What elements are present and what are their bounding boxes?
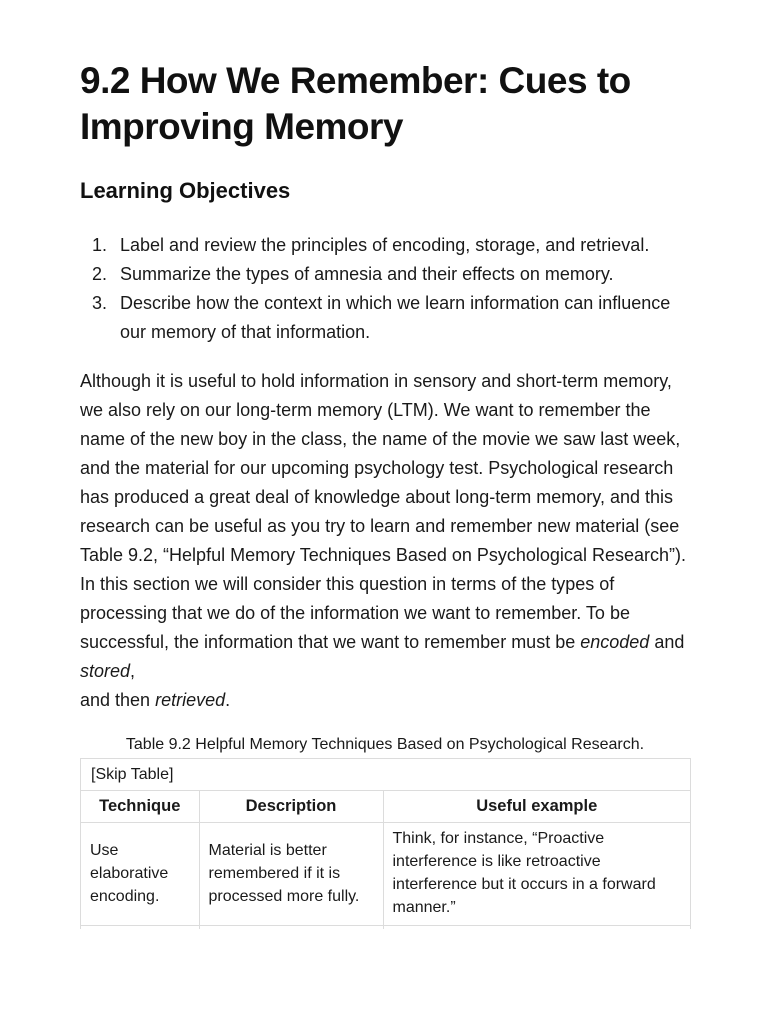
objective-number: 3. [92,293,108,313]
table-caption: Table 9.2 Helpful Memory Techniques Based on Psychological Research. [125,736,645,753]
intro-paragraph [80,367,692,715]
paragraph-text: , and then [80,661,151,710]
table-row [81,926,690,930]
skip-table-link[interactable]: [Skip Table] [81,759,690,791]
table-grid [81,791,690,929]
column-header-example: Useful example [383,791,690,823]
column-header-technique: Technique [81,791,199,823]
objective-text: Label and review the principles of encoding, storage, and retrieval. [120,235,650,255]
table-row [81,823,690,926]
objective-item [80,231,695,260]
column-header-description: Description [199,791,383,823]
objective-item [80,289,695,347]
cell-example [383,926,690,930]
memory-techniques-table [80,758,691,929]
paragraph-text: . [225,690,231,710]
page-title: 9.2 How We Remember: Cues to Improving Memory [80,60,631,147]
emphasis-retrieved: retrieved [155,690,226,710]
learning-objectives-list [80,231,695,347]
objective-number: 2. [92,264,108,284]
objective-item [80,260,695,289]
cell-description [199,926,383,930]
paragraph-text: Although it is useful to hold information in sensory and short-term memory, we also rely on our long-term memory (LTM). We want to remember the name of the new boy in the class, the name of the movie we saw last week, and the material for our upcoming psychology test. Psychological research has produced a great deal of knowledge about long-term memory, and this research can be useful as you try to learn and remember new material (see Table 9.2, “Helpful Memory Techniques Based on Psychological Research”). In this section we will consider this question in terms of the types of processing that we do of the information we want to remember. To be successful, the information that we want to remember must be [80,371,686,652]
cell-description: Material is better remembered if it is processed more fully. [199,823,383,926]
objective-number: 1. [92,235,108,255]
emphasis-encoded: encoded [580,632,650,652]
learning-objectives-heading: Learning Objectives [80,178,291,203]
emphasis-stored: stored [80,661,131,681]
paragraph-text: and [649,632,685,652]
cell-technique: Use elaborative encoding. [81,823,199,926]
objective-text: Summarize the types of amnesia and their effects on memory. [120,264,614,284]
cell-technique [81,926,199,930]
objective-text: Describe how the context in which we learn information can influence our memory of that information. [120,293,671,342]
cell-example: Think, for instance, “Proactive interference is like retroactive interference but it occurs in a forward manner.” [383,823,690,926]
table-header-row [81,791,690,823]
